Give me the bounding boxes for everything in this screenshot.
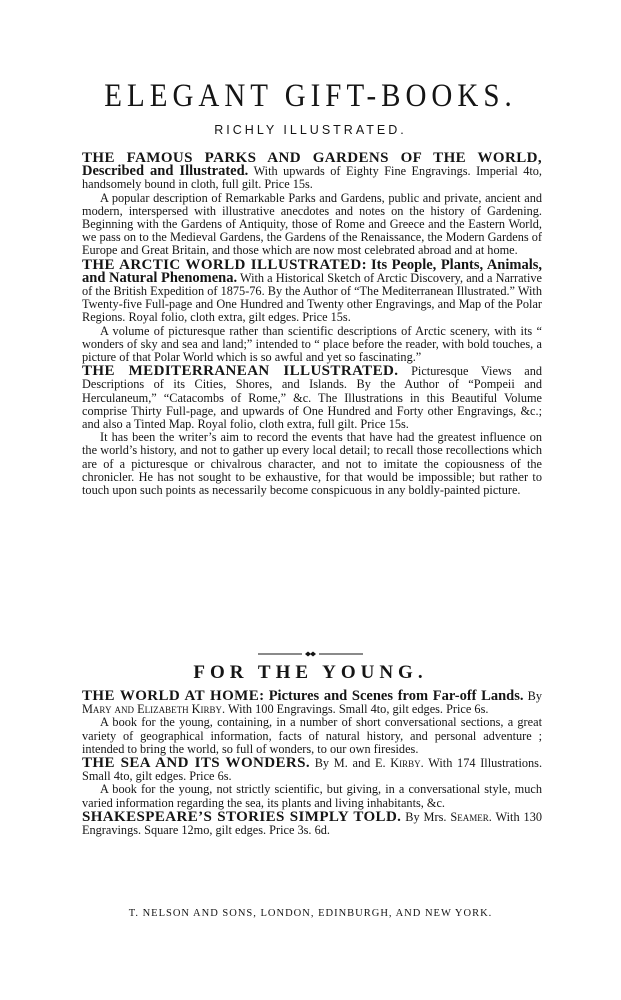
page-subtitle: RICHLY ILLUSTRATED.	[214, 123, 407, 137]
book-title: THE MEDITERRANEAN ILLUSTRATED.	[82, 363, 399, 380]
book-title: SHAKESPEARE’S STORIES SIMPLY TOLD.	[82, 808, 402, 825]
book-details: Picturesque Views and Descriptions of its Cities, Shores, and Islands. By the Author of “Pompeii and Herculaneum,” “Catacombs of Rome,” &c. The Illustrations in this Beautiful Volume comprise Thirty Full-page, and upwards of One Hundred and Forty other Engravings, &c.; and also a Tinted Map. Royal folio, cloth extra, full gilt. Price 15s.	[82, 364, 542, 432]
page-title: ELEGANT GIFT-BOOKS.	[104, 78, 517, 114]
book-title: THE FAMOUS PARKS AND GARDENS OF THE WORLD,	[82, 150, 542, 166]
book-subtitle: Described and Illustrated.	[82, 163, 249, 180]
book-details: With 130 Engravings. Square 12mo, gilt edges. Price 3s. 6d.	[82, 809, 543, 838]
ornamental-divider	[258, 651, 363, 657]
book-details: With 100 Engravings. Small 4to, gilt edges. Price 6s.	[227, 702, 489, 717]
book-description: A book for the young, not strictly scientific, but giving, in a conversational style, much varied information regarding the sea, its plants and living inhabitants, &c.	[82, 782, 542, 810]
book-author: Seamer.	[450, 809, 492, 824]
book-details: With a Historical Sketch of Arctic Discovery, and a Narrative of the British Expedition of 1875-76. By the Author of “The Mediterranean Illustrated.” With Twenty-five Full-page and One Hundred and Twenty other Engravings, and Map of the Polar Regions. Royal folio, cloth extra, gilt edges. Price 15s.	[82, 270, 542, 325]
book-entry-parks-gardens	[82, 152, 542, 258]
book-description: It has been the writer’s aim to record the events that have had the greatest influence on the world’s history, and not to gather up every local detail; to recall those recollections which are of a picturesque or chivalrous character, and not to imitate the copiousness of the chronicler. He has not sought to be exhaustive, for that would be impossible; but rather to touch upon such points as necessarily become conspicuous in any boldly-painted picture.	[82, 430, 542, 498]
book-subtitle: Pictures and Scenes from Far-off Lands.	[268, 688, 524, 704]
book-description: A volume of picturesque rather than scientific descriptions of Arctic scenery, with its “ wonders of sky and sea and land;” intended to “ place before the reader, with bold touches, a picture of that Polar World which is so awful and yet so fascinating.”	[82, 323, 542, 365]
book-entry-sea-wonders	[82, 757, 542, 810]
gift-books-list	[82, 152, 542, 498]
section-title-for-the-young: FOR THE YOUNG.	[193, 662, 428, 683]
book-by: By M. and E.	[314, 756, 386, 771]
book-entry-world-at-home	[82, 690, 542, 756]
book-by: By Mrs.	[405, 809, 447, 824]
book-by: By	[527, 689, 543, 703]
book-subtitle: Its People, Plants, Animals, and Natural Phenomena.	[82, 256, 543, 286]
book-title: THE WORLD AT HOME:	[82, 688, 265, 704]
book-title: THE ARCTIC WORLD ILLUSTRATED:	[82, 256, 368, 273]
publisher-imprint: T. NELSON AND SONS, LONDON, EDINBURGH, AND NEW YORK.	[128, 908, 493, 919]
book-author: Mary and Elizabeth Kirby.	[82, 702, 226, 717]
book-description: A book for the young, containing, in a number of short conversational sections, a great variety of geographical information, facts of natural history, and personal adventure ; intended to bring the world, so full of wonders, to our own firesides.	[82, 715, 542, 756]
book-author: Kirby.	[390, 756, 424, 771]
book-description: A popular description of Remarkable Parks and Gardens, public and private, ancient and modern, interspersed with illustrative anecdotes and notes on the history of Gardening. Beginning with the Gardens of Antiquity, those of Rome and Greece and the Eastern World, we pass on to the Medieval Gardens, the Gardens of the Renaissance, the Modern Gardens of Europe and Great Britain, and those which are now most celebrated abroad and at home.	[82, 190, 542, 258]
young-books-list	[82, 690, 542, 838]
book-details: With upwards of Eighty Fine Engravings. Imperial 4to, handsomely bound in cloth, full gilt. Price 15s.	[82, 164, 542, 192]
book-details: With 174 Illustrations. Small 4to, gilt edges. Price 6s.	[82, 756, 543, 784]
book-entry-arctic-world	[82, 256, 543, 365]
book-title: THE SEA AND ITS WONDERS.	[82, 755, 311, 772]
book-entry-mediterranean	[82, 365, 542, 497]
book-entry-shakespeare-stories	[82, 808, 543, 838]
